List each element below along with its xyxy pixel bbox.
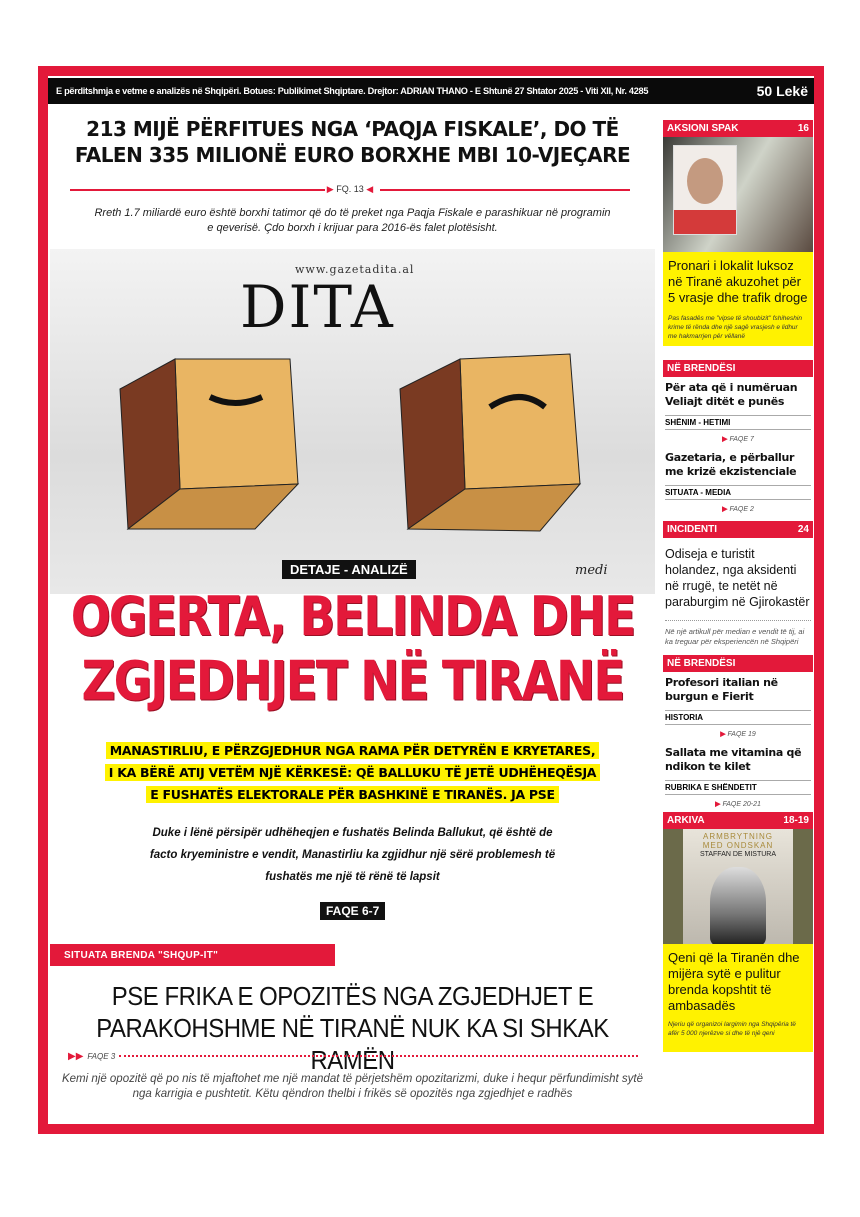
spak-photo <box>663 137 813 252</box>
main-deck: MANASTIRLIU, E PËRZGJEDHUR NGA RAMA PËR DETYRËN E KRYETARES, I KA BËRË ATIJ VETËM NJË KËRKESË: QË BALLUKU TË JETË UDHËHEQËSJA E FUSHATËS ELEKTORALE PËR BASHKINË E TIRANËS. JA PSE <box>80 740 625 806</box>
lead-page-ref: ▶ FQ. 13 ◀ <box>70 184 630 196</box>
masthead-bar <box>48 78 814 104</box>
ballot-boxes-illustration <box>50 249 655 594</box>
sidebar-label-spak: AKSIONI SPAK 16 <box>663 120 813 137</box>
lead-summary: Rreth 1.7 miliardë euro është borxhi tatimor që do të preket nga Paqja Fiskale e parashikuar në programin e qeverisë. Çdo borxh i krijuar para 2016-ës falet plotësisht. <box>94 207 611 234</box>
list-item[interactable]: Për ata që i numëruan Veliajt ditët e punës SHËNIM - HETIMI ▶ FAQE 7 <box>663 377 813 447</box>
sidebar-label-brendesi-2: NË BRENDËSI <box>663 655 813 672</box>
bottom-headline[interactable]: PSE FRIKA E OPOZITËS NGA ZGJEDHJET E PARAKOHSHME NË TIRANË NUK KA SI SHKAK RAMËN <box>96 981 609 1075</box>
masthead-info: E përditshmja e vetme e analizës në Shqipëri. Botues: Publikimet Shqiptare. Drejtor: ADRIAN THANO - E Shtunë 27 Shtator 2025 - Viti XII, Nr. 4285 <box>56 86 649 96</box>
section-label: DETAJE - ANALIZË <box>282 560 416 579</box>
logo-url: www.gazetadita.al <box>295 263 415 276</box>
spak-story[interactable]: Pronari i lokalit luksoz në Tiranë akuzohet për 5 vrasje dhe trafik droge Pas fasadës me "vipse të shoubizit" fshiheshin krime të rënda dhe një sagë vrasjesh e lidhur me hakmarrjen për vëllanë <box>663 252 813 346</box>
double-arrow-icon: ▶▶ <box>68 1050 84 1062</box>
list-item[interactable]: Gazetaria, e përballur me krizë ekzistenciale SITUATA - MEDIA ▶ FAQE 2 <box>663 447 813 517</box>
sidebar-label-arkiva: ARKIVA 18-19 <box>663 812 813 829</box>
main-headline[interactable]: OGERTA, BELINDA DHE ZGJEDHJET NË TIRANË <box>70 585 635 714</box>
bottom-summary: Kemi një opozitë që po nis të mjaftohet me një mandat të përjetshëm opozitarizmi, duke i hequr përfundimisht sytë nga karrigia e pushtetit. Këtu qëndron thelbi i frikës së opozitës nga zgjedhjet e radhës <box>61 1073 644 1100</box>
list-item[interactable]: Profesori italian në burgun e Fierit HISTORIA ▶ FAQE 19 <box>663 672 813 742</box>
arkiva-story[interactable]: Qeni që la Tiranën dhe mijëra sytë e pulitur brenda kopshtit të ambasadës Njeriu që organizoi largimin nga Shqipëria të afër 5 000 njerëzve si dhe të një qeni <box>663 944 813 1052</box>
main-page-ref[interactable]: FAQE 6-7 <box>320 902 385 920</box>
main-summary: Duke i lënë përsipër udhëheqjen e fushatës Belinda Ballukut, që është de facto kryeministre e vendit, Manastirliu ka zgjidhur një sërë problemesh të fushatës me një të rënë të lapsit <box>149 827 556 883</box>
price: 50 Lekë <box>756 83 808 99</box>
bottom-section-label: SITUATA BRENDA "SHQUP-IT" <box>50 944 335 966</box>
lead-headline[interactable]: 213 MIJË PËRFITUES NGA ‘PAQJA FISKALE’, DO TË FALEN 335 MILIONË EURO BORXHE MBI 10-VJEÇARE <box>74 117 631 167</box>
cartoon-image <box>50 249 655 594</box>
sidebar <box>663 120 813 1052</box>
book-cover-photo: ARMBRYTNING MED ONDSKAN STAFFAN DE MISTURA <box>663 829 813 944</box>
dita-logo: DITA <box>240 273 395 341</box>
cartoonist-signature: medi <box>575 563 608 578</box>
sidebar-label-brendesi: NË BRENDËSI <box>663 360 813 377</box>
bottom-page-ref: ▶▶ FAQE 3 <box>68 1050 638 1062</box>
list-item[interactable]: Sallata me vitamina që ndikon te kilet RUBRIKA E SHËNDETIT ▶ FAQE 20-21 <box>663 742 813 812</box>
main-column <box>50 104 655 1124</box>
sidebar-label-incidenti: INCIDENTI 24 <box>663 521 813 538</box>
incidenti-story[interactable]: Odiseja e turistit holandez, nga aksidenti në rrugë, te netët në paraburgim në Gjirokastër Në një artikull për median e vendit të tij, ai ka treguar për eksperiencën në Shqipëri <box>665 547 810 646</box>
